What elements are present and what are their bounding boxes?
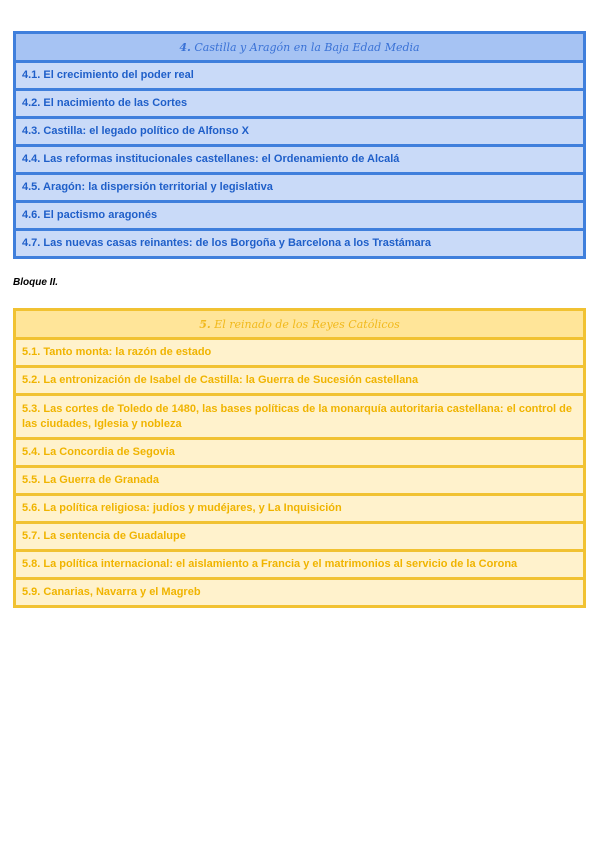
section-4-number: 4. bbox=[179, 40, 191, 54]
bloque-label: Bloque II. bbox=[13, 277, 58, 288]
section-5-item: 5.9. Canarias, Navarra y el Magreb bbox=[15, 579, 585, 607]
section-5-item: 5.8. La política internacional: el aislamiento a Francia y el matrimonios al servicio de la Corona bbox=[15, 551, 585, 579]
section-4-header bbox=[15, 33, 585, 62]
section-5-item: 5.3. Las cortes de Toledo de 1480, las bases políticas de la monarquía autoritaria castellana: el control de las ciudades, Iglesia y nobleza bbox=[15, 395, 585, 439]
section-5-item: 5.5. La Guerra de Granada bbox=[15, 467, 585, 495]
section-5-item: 5.2. La entronización de Isabel de Castilla: la Guerra de Sucesión castellana bbox=[15, 367, 585, 395]
section-4-item: 4.2. El nacimiento de las Cortes bbox=[15, 90, 585, 118]
section-5-item: 5.1. Tanto monta: la razón de estado bbox=[15, 339, 585, 367]
section-4-item: 4.1. El crecimiento del poder real bbox=[15, 62, 585, 90]
section-4-table bbox=[13, 31, 586, 259]
section-5-item: 5.7. La sentencia de Guadalupe bbox=[15, 523, 585, 551]
section-5-item: 5.6. La política religiosa: judíos y mudéjares, y La Inquisición bbox=[15, 495, 585, 523]
section-5-header bbox=[15, 310, 585, 339]
section-4-item: 4.5. Aragón: la dispersión territorial y legislativa bbox=[15, 174, 585, 202]
section-4-item: 4.7. Las nuevas casas reinantes: de los Borgoña y Barcelona a los Trastámara bbox=[15, 230, 585, 258]
section-5-item: 5.4. La Concordia de Segovia bbox=[15, 439, 585, 467]
section-5-table bbox=[13, 308, 586, 608]
section-4-item: 4.3. Castilla: el legado político de Alfonso X bbox=[15, 118, 585, 146]
section-4-item: 4.4. Las reformas institucionales castellanes: el Ordenamiento de Alcalá bbox=[15, 146, 585, 174]
section-5-number: 5. bbox=[199, 317, 211, 331]
section-5-title: El reinado de los Reyes Católicos bbox=[214, 317, 400, 331]
section-4-item: 4.6. El pactismo aragonés bbox=[15, 202, 585, 230]
section-4-title: Castilla y Aragón en la Baja Edad Media bbox=[194, 40, 420, 54]
